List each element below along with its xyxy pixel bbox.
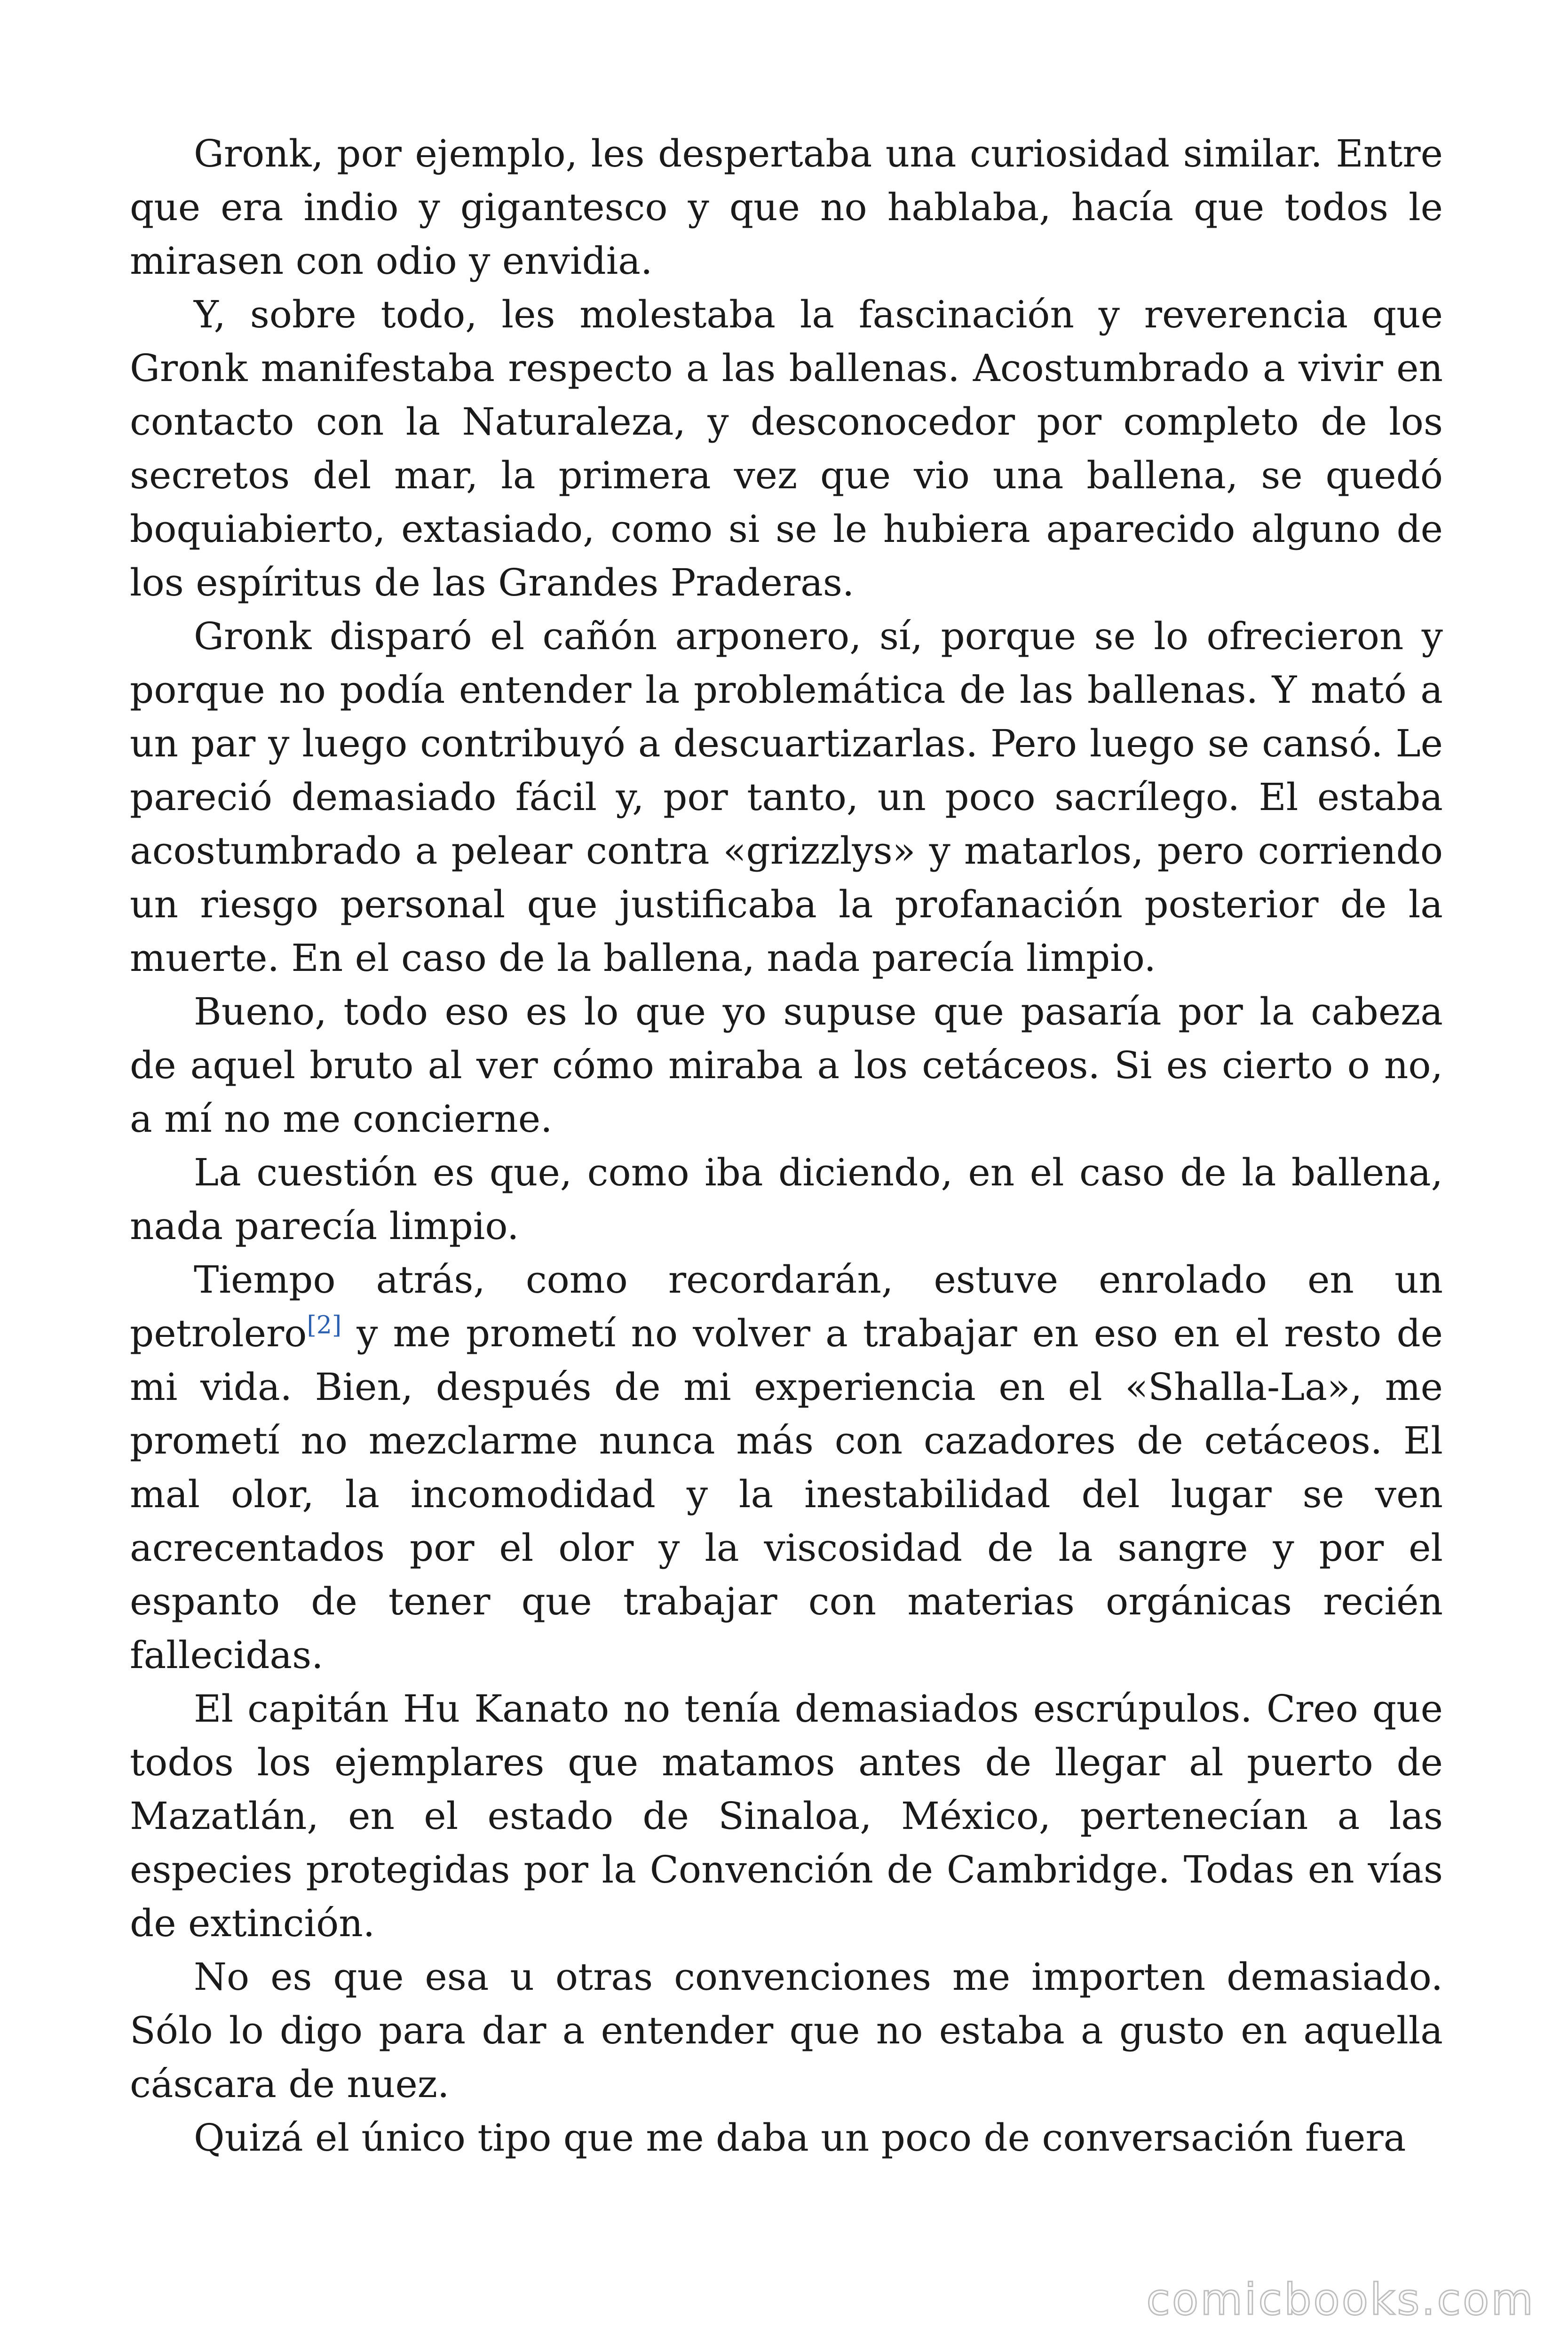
paragraph-9: Quizá el único tipo que me daba un poco de conversación fuera [194,2116,1406,2160]
paragraph-4: Bueno, todo eso es lo que yo supuse que pasaría por la cabeza de aquel bruto al ver cómo miraba a los cetáceos. Si es cierto o no, a mí no me concierne. [130,990,1443,1141]
paragraph-5: La cuestión es que, como iba diciendo, en el caso de la ballena, nada parecía limpio. [130,1151,1443,1248]
paragraph-7: El capitán Hu Kanato no tenía demasiados escrúpulos. Creo que todos los ejemplares que matamos antes de llegar al puerto de Mazatlán, en el estado de Sinaloa, México, pertenecían a las especies protegidas por la Convención de Cambridge. Todas en vías de extinción. [130,1687,1443,1945]
body-text [130,127,1443,2165]
paragraph-1: Gronk, por ejemplo, les despertaba una curiosidad similar. Entre que era indio y gigantesco y que no hablaba, hacía que todos le mirasen con odio y envidia. [130,132,1443,283]
paragraph-6-after: y me prometí no volver a trabajar en eso en el resto de mi vida. Bien, después de mi experiencia en el «Shalla-La», me prometí no mezclarme nunca más con cazadores de cetáceos. El mal olor, la incomodidad y la inestabilidad del lugar se ven acrecentados por el olor y la viscosidad de la sangre y por el espanto de tener que trabajar con materias orgánicas recién fallecidas. [130,1311,1443,1677]
paragraph-3: Gronk disparó el cañón arponero, sí, porque se lo ofrecieron y porque no podía entender la problemática de las ballenas. Y mató a un par y luego contribuyó a descuartizarlas. Pero luego se cansó. Le pareció demasiado fácil y, por tanto, un poco sacrílego. El estaba acostumbrado a pelear contra «grizzlys» y matarlos, pero corriendo un riesgo personal que justificaba la profanación posterior de la muerte. En el caso de la ballena, nada parecía limpio. [130,614,1443,980]
paragraph-8: No es que esa u otras convenciones me importen demasiado. Sólo lo digo para dar a entender que no estaba a gusto en aquella cáscara de nuez. [130,1955,1443,2106]
watermark-logo: comicbooks.com [1146,2274,1535,2325]
paragraph-2: Y, sobre todo, les molestaba la fascinación y reverencia que Gronk manifestaba respecto a las ballenas. Acostumbrado a vivir en contacto con la Naturaleza, y desconocedor por completo de los secretos del mar, la primera vez que vio una ballena, se quedó boquiabierto, extasiado, como si se le hubiera aparecido alguno de los espíritus de las Grandes Praderas. [130,293,1443,604]
paragraph-6-before: Tiempo atrás, como recordarán, estuve enrolado en un petrolero [130,1258,1443,1355]
footnote-link[interactable]: [2] [307,1311,342,1340]
paragraph-6 [130,1253,1443,1682]
